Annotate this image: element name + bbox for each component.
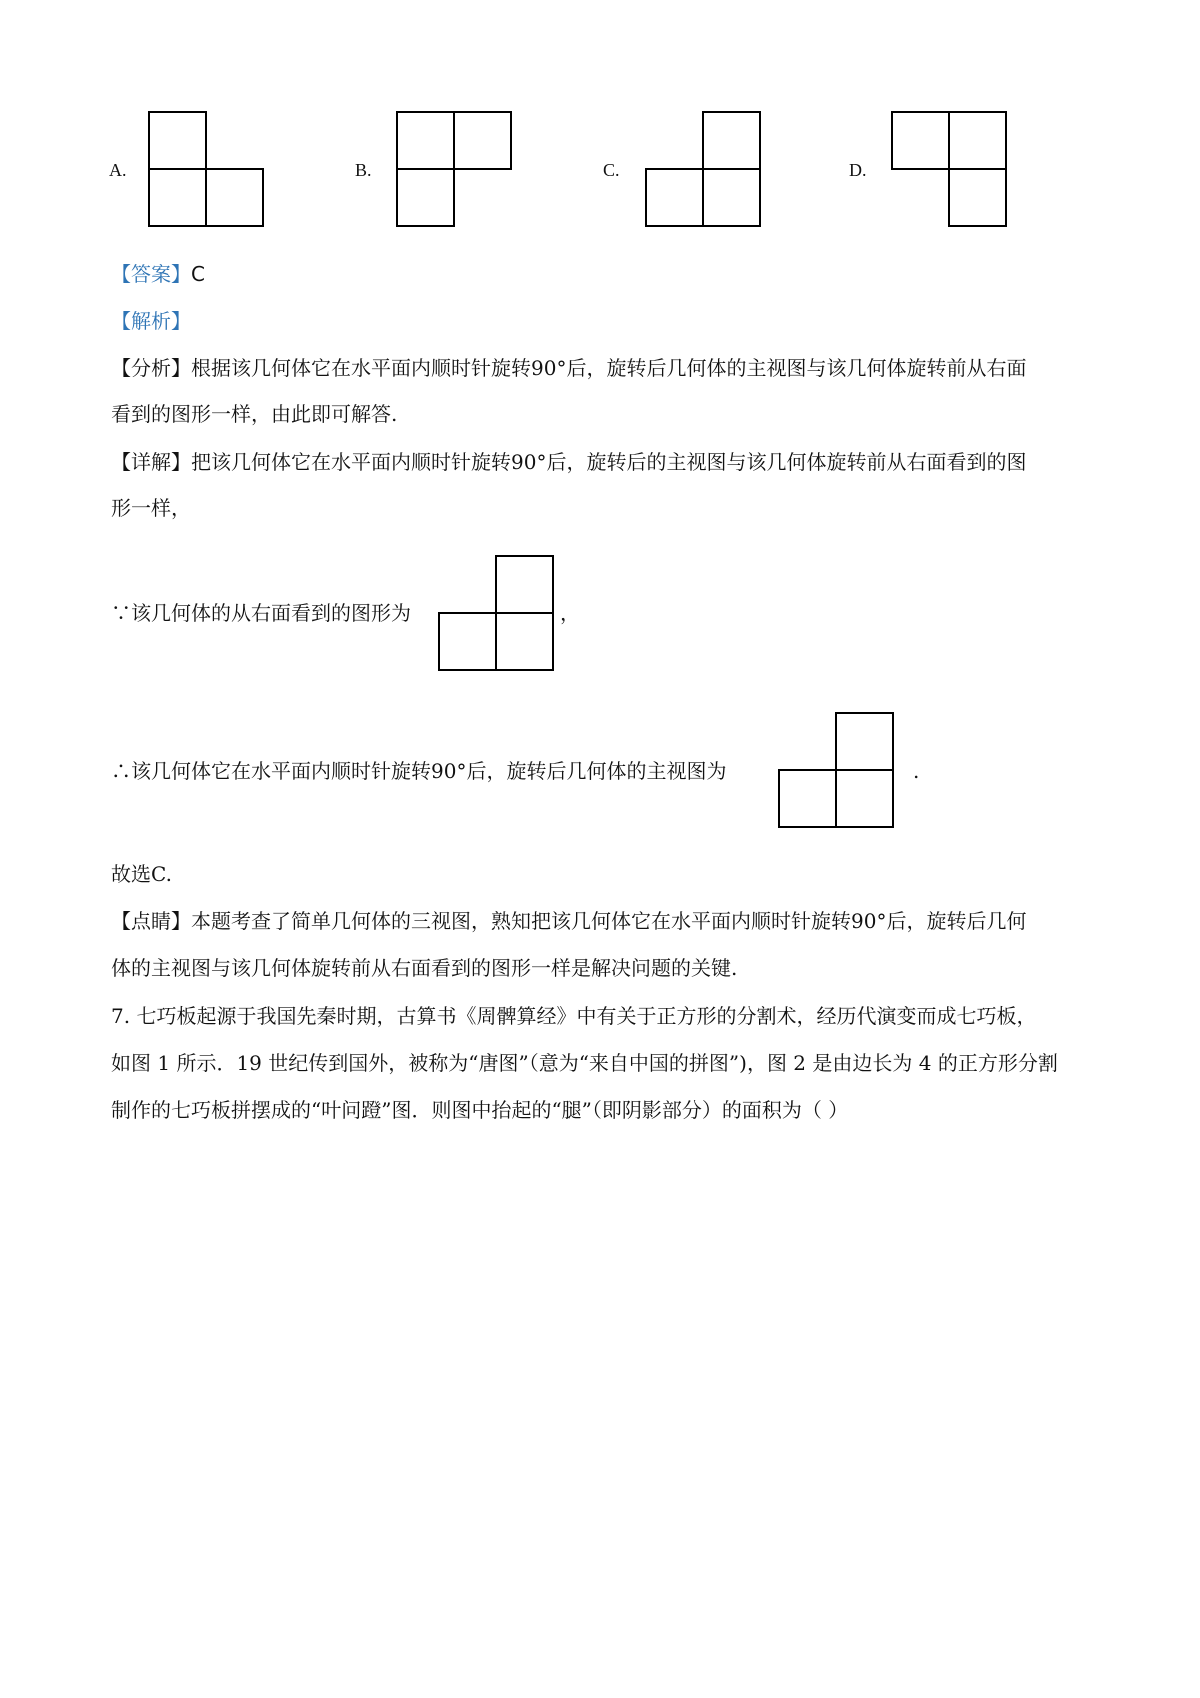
option-c-label: C. (603, 160, 620, 180)
dianjing-tag: 【点睛】 (111, 909, 191, 933)
therefore-text: ∴该几何体它在水平面内顺时针旋转90°后，旋转后几何体的主视图为 (111, 759, 727, 783)
option-a-figure (148, 111, 268, 231)
option-b-figure (396, 111, 516, 231)
right-view-figure (438, 555, 558, 675)
front-view-figure (778, 712, 898, 832)
answer-line (111, 260, 205, 288)
option-d-figure (891, 111, 1011, 231)
fenxi-text-1: 根据该几何体它在水平面内顺时针旋转90°后，旋转后几何体的主视图与该几何体旋转前从右面 (191, 356, 1027, 380)
dianjing-line-1 (111, 907, 1026, 935)
option-c-figure (645, 111, 765, 231)
option-a-label: A. (109, 160, 127, 180)
dianjing-line-2: 体的主视图与该几何体旋转前从右面看到的图形一样是解决问题的关键. (111, 956, 738, 980)
therefore-tail: . (913, 759, 920, 783)
answer-tag: 【答案】 (111, 262, 191, 286)
because-tail: ， (560, 601, 580, 625)
option-d-label: D. (849, 160, 867, 180)
xiangjie-line-2: 形一样， (111, 496, 191, 520)
q7-line-3: 制作的七巧板拼摆成的“叶问蹬”图．则图中抬起的“腿”（即阴影部分）的面积为（ ） (111, 1098, 849, 1122)
fenxi-line-1 (111, 354, 1026, 382)
xiangjie-tag: 【详解】 (111, 450, 191, 474)
fenxi-tag: 【分析】 (111, 356, 191, 380)
answer-value: C (191, 262, 205, 286)
option-b-label: B. (355, 160, 372, 180)
analysis-tag: 【解析】 (111, 309, 191, 333)
xiangjie-text-1: 把该几何体它在水平面内顺时针旋转90°后，旋转后的主视图与该几何体旋转前从右面看到的图 (191, 450, 1027, 474)
xiangjie-line-1 (111, 448, 1026, 476)
because-text: ∵该几何体的从右面看到的图形为 (111, 601, 411, 625)
dianjing-text-1: 本题考查了简单几何体的三视图，熟知把该几何体它在水平面内顺时针旋转90°后，旋转后几何 (191, 909, 1027, 933)
q7-line-1: 7. 七巧板起源于我国先秦时期，古算书《周髀算经》中有关于正方形的分割术，经历代演变而成七巧板， (111, 1004, 1037, 1028)
q7-line-2: 如图 1 所示．19 世纪传到国外，被称为“唐图”（意为“来自中国的拼图”)，图 2 是由边长为 4 的正方形分割 (111, 1051, 1058, 1075)
choose-line: 故选C. (111, 862, 172, 886)
fenxi-line-2: 看到的图形一样，由此即可解答. (111, 402, 398, 426)
